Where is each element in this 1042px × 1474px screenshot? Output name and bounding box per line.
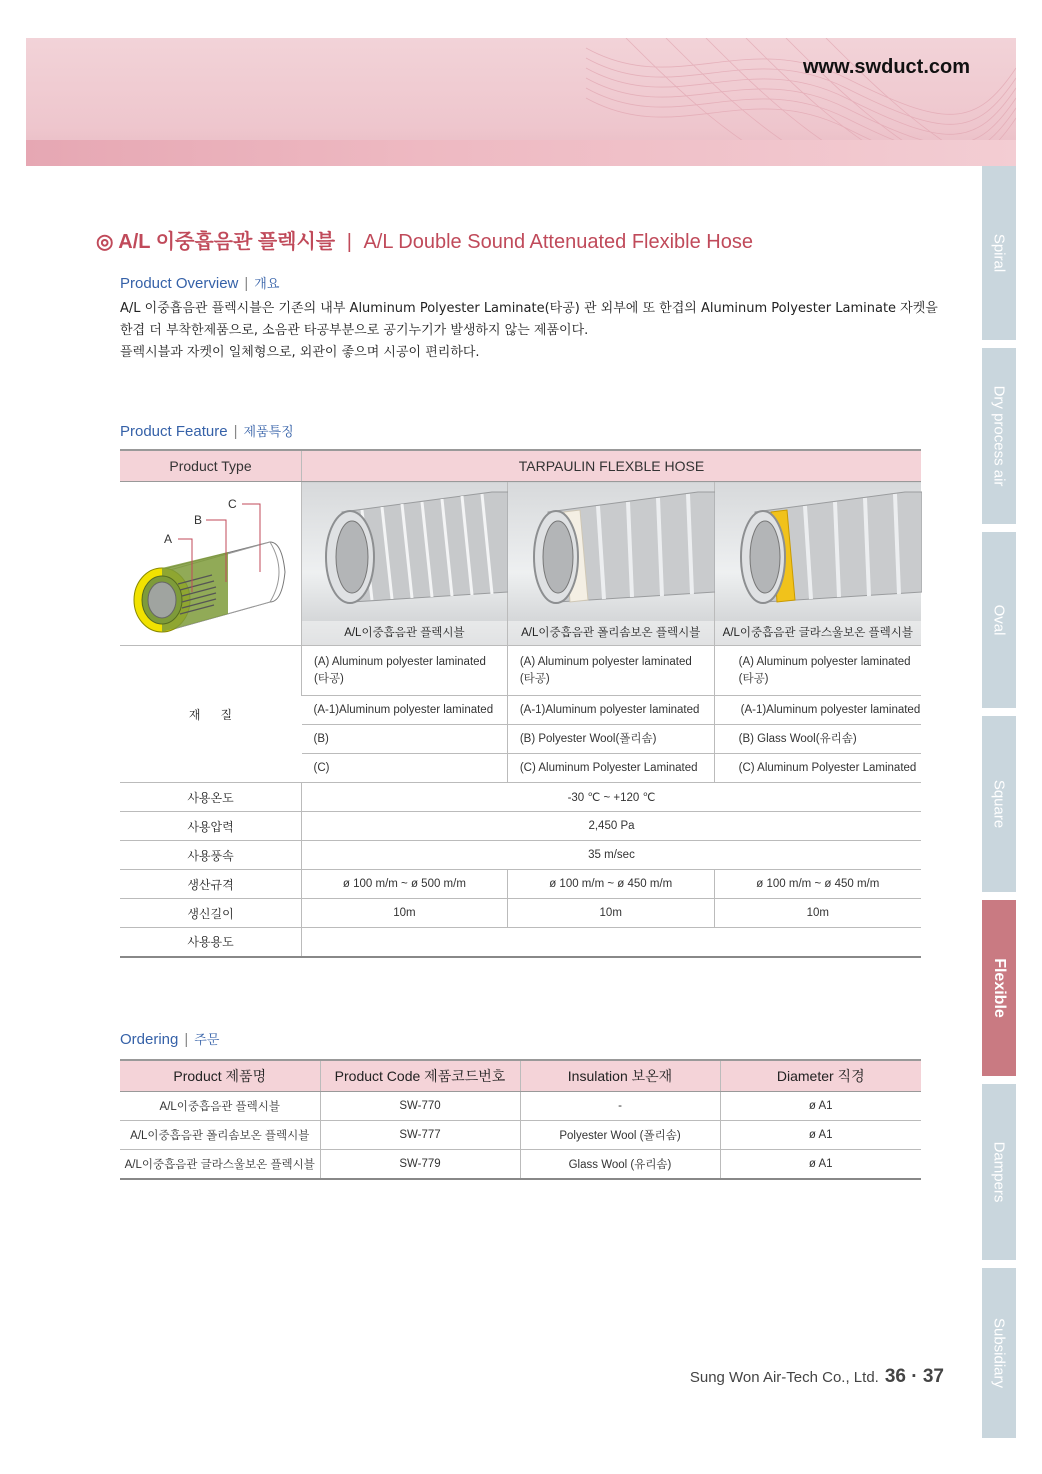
material-cell: (A-1)Aluminum polyester laminated (302, 696, 508, 725)
material-cell: (B) Polyester Wool(폴리솜) (507, 725, 714, 754)
order-cell: ø A1 (720, 1121, 921, 1150)
title-en: A/L Double Sound Attenuated Flexible Hose (363, 231, 753, 253)
diagram-label-b: B (194, 513, 203, 527)
velocity-label: 사용풍속 (120, 841, 302, 870)
order-header: Product 제품명 (120, 1060, 320, 1092)
order-cell: SW-777 (320, 1121, 520, 1150)
material-cell: (C) (302, 754, 508, 783)
temp-label: 사용온도 (120, 783, 302, 812)
length-label: 생신길이 (120, 899, 302, 928)
order-cell: - (520, 1092, 720, 1121)
length-value: 10m (714, 899, 921, 928)
hose-layer-diagram (120, 482, 301, 642)
pressure-value: 2,450 Pa (302, 812, 922, 841)
order-cell: A/L이중흡음관 글라스울보온 플렉시블 (120, 1150, 320, 1180)
temp-value: -30 ℃ ~ +120 ℃ (302, 783, 922, 812)
hose-illustration (715, 482, 922, 618)
velocity-value: 35 m/sec (302, 841, 922, 870)
order-cell: SW-779 (320, 1150, 520, 1180)
side-tab-spiral[interactable]: Spiral (982, 166, 1016, 340)
order-cell: ø A1 (720, 1150, 921, 1180)
order-header: Product Code 제품코드번호 (320, 1060, 520, 1092)
material-cell: (A) Aluminum polyester laminated (타공) (714, 646, 921, 696)
order-cell: SW-770 (320, 1092, 520, 1121)
banner-stripe (26, 140, 1016, 166)
product-caption-1: A/L이중흡음관 플렉시블 (302, 621, 507, 645)
overview-line: 플렉시블과 자켓이 일체형으로, 외관이 좋으며 시공이 편리하다. (120, 345, 480, 360)
material-cell: (B) (302, 725, 508, 754)
order-cell: Glass Wool (유리솜) (520, 1150, 720, 1180)
table-row (120, 1121, 921, 1150)
overview-text (120, 298, 938, 364)
material-cell: (B) Glass Wool(유리솜) (714, 725, 921, 754)
material-cell: (C) Aluminum Polyester Laminated (507, 754, 714, 783)
diagram-label-a: A (164, 532, 173, 546)
product-image-3 (714, 482, 921, 646)
product-caption-3: A/L이중흡음관 글라스울보온 플렉시블 (715, 621, 921, 645)
page-footer (690, 1366, 944, 1388)
usage-value (302, 928, 922, 957)
title-mark: ◎ (96, 231, 114, 253)
product-image-1 (302, 482, 508, 646)
header-tarpaulin: TARPAULIN FLEXBLE HOSE (302, 450, 922, 482)
side-tab-square[interactable]: Square (982, 716, 1016, 892)
product-image-2 (507, 482, 714, 646)
hose-illustration (508, 482, 715, 618)
overview-heading: Product Overview | 개요 (120, 275, 280, 292)
table-row (120, 1150, 921, 1180)
side-tab-oval[interactable]: Oval (982, 532, 1016, 708)
layer-diagram (120, 482, 302, 646)
size-label: 생산규격 (120, 870, 302, 899)
overview-line: 한겹 더 부착한제품으로, 소음관 타공부분으로 공기누기가 발생하지 않는 제품이다. (120, 323, 589, 338)
order-header: Insulation 보온재 (520, 1060, 720, 1092)
size-value: ø 100 m/m ~ ø 450 m/m (714, 870, 921, 899)
order-cell: A/L이중흡음관 폴리솜보온 플렉시블 (120, 1121, 320, 1150)
table-row (120, 1092, 921, 1121)
ordering-heading: Ordering | 주문 (120, 1031, 220, 1048)
side-tab-flexible[interactable]: Flexible (982, 900, 1016, 1076)
length-value: 10m (507, 899, 714, 928)
website-url[interactable]: www.swduct.com (802, 56, 970, 78)
side-tab-subsidiary[interactable]: Subsidiary (982, 1268, 1016, 1438)
order-header: Diameter 직경 (720, 1060, 921, 1092)
order-cell: A/L이중흡음관 플렉시블 (120, 1092, 320, 1121)
material-cell: (A) Aluminum polyester laminated (타공) (302, 646, 508, 696)
page-title (96, 225, 753, 254)
usage-label: 사용용도 (120, 928, 302, 957)
overview-line: A/L 이중흡음관 플렉시블은 기존의 내부 Aluminum Polyester Laminate(타공) 관 외부에 또 한겹의 Aluminum Polyester Laminate 자켓을 (120, 301, 938, 316)
company-name: Sung Won Air-Tech Co., Ltd. (689, 1369, 879, 1386)
size-value: ø 100 m/m ~ ø 500 m/m (302, 870, 508, 899)
product-caption-2: A/L이중흡음관 폴리솜보온 플렉시블 (508, 621, 714, 645)
header-product-type: Product Type (120, 450, 302, 482)
length-value: 10m (302, 899, 508, 928)
title-separator: | (346, 231, 352, 253)
order-cell: Polyester Wool (폴리솜) (520, 1121, 720, 1150)
material-cell: (A-1)Aluminum polyester laminated (507, 696, 714, 725)
material-cell: (C) Aluminum Polyester Laminated (714, 754, 921, 783)
material-cell: (A-1)Aluminum polyester laminated (714, 696, 921, 725)
hose-illustration (302, 482, 508, 618)
pressure-label: 사용압력 (120, 812, 302, 841)
material-label: 재 질 (120, 646, 302, 783)
material-cell: (A) Aluminum polyester laminated (타공) (507, 646, 714, 696)
diagram-label-c: C (228, 497, 237, 511)
size-value: ø 100 m/m ~ ø 450 m/m (507, 870, 714, 899)
title-ko: A/L 이중흡음관 플렉시블 (118, 231, 336, 253)
side-tab-dampers[interactable]: Dampers (982, 1084, 1016, 1260)
page-numbers: 36 · 37 (884, 1366, 944, 1387)
order-cell: ø A1 (720, 1092, 921, 1121)
feature-table (120, 449, 921, 958)
feature-heading: Product Feature | 제품특징 (120, 423, 294, 440)
side-tab-dry-process-air[interactable]: Dry process air (982, 348, 1016, 524)
ordering-table (120, 1059, 921, 1180)
